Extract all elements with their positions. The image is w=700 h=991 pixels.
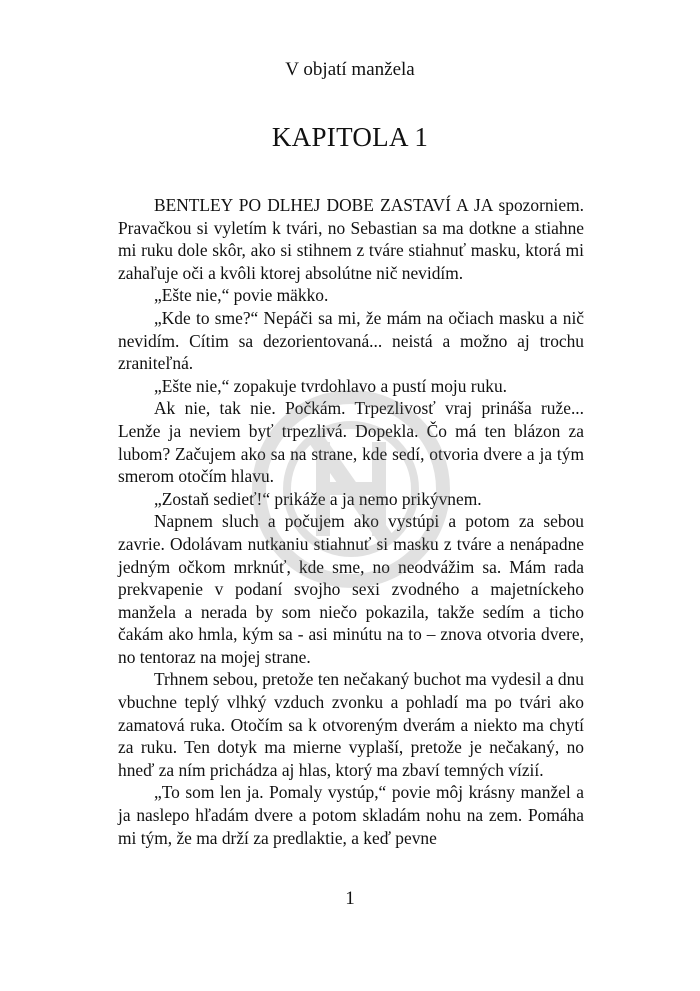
paragraph-1: BENTLEY PO DLHEJ DOBE ZASTAVÍ A JA spozorniem. Pravačkou si vyletím k tvári, no Sebastian sa ma dotkne a stiahne mi ruku dole skôr, ako si stihnem z tváre stiahnuť masku, ktorá mi zahaľuje oči a kvôli ktorej absolútne nič nevidím. (118, 195, 584, 283)
paragraph-3: „Kde to sme?“ Nepáči sa mi, že mám na očiach masku a nič nevidím. Cítim sa dezorientovaná... neistá a možno aj trochu zraniteľná. (118, 307, 584, 374)
paragraph-2: „Ešte nie,“ povie mäkko. (154, 285, 329, 306)
running-header-title: V objatí manžela (285, 59, 415, 80)
chapter-body (118, 194, 584, 849)
paragraph-7: Napnem sluch a počujem ako vystúpi a potom za sebou zavrie. Odolávam nutkaniu stiahnuť si masku z tváre a nenápadne jedným očkom mrknúť, kde sme, no neodvážim sa. Mám rada prekvapenie v podaní svojho sexi zvodného a majetníckeho manžela a nerada by som niečo pokazila, takže sedím a ticho čakám ako hmla, kým sa - asi minútu na to – znova otvoria dvere, no tentoraz na mojej strane. (118, 511, 584, 667)
paragraph-6: „Zostaň sedieť!“ prikáže a ja nemo prikývnem. (154, 488, 482, 509)
paragraph-4: „Ešte nie,“ zopakuje tvrdohlavo a pustí moju ruku. (154, 375, 508, 396)
paragraph-5: Ak nie, tak nie. Počkám. Trpezlivosť vraj prináša ruže... Lenže ja neviem byť trpezlivá. Dopekla. Čo má ten blázon za lubom? Začujem ako sa na strane, kde sedí, otvoria dvere a ja tým smerom otočím hlavu. (118, 398, 584, 487)
paragraph-8: Trhnem sebou, pretože ten nečakaný buchot ma vydesil a dnu vbuchne teplý vlhký vzduch zvonku a pohladí ma po tvári ako zamatová ruka. Otočím sa k otvoreným dverám a niekto ma chytí za ruku. Ten dotyk ma mierne vyplaší, pretože je nečakaný, no hneď za ním prichádza aj hlas, ktorý ma zbaví temných vízií. (118, 669, 584, 780)
page-number: 1 (345, 888, 355, 909)
chapter-title: KAPITOLA 1 (271, 122, 429, 152)
paragraph-9: „To som len ja. Pomaly vystúp,“ povie môj krásny manžel a ja naslepo hľadám dvere a potom skladám nohu na zem. Pomáha mi tým, že ma drží za predlaktie, a keď pevne (118, 782, 584, 848)
